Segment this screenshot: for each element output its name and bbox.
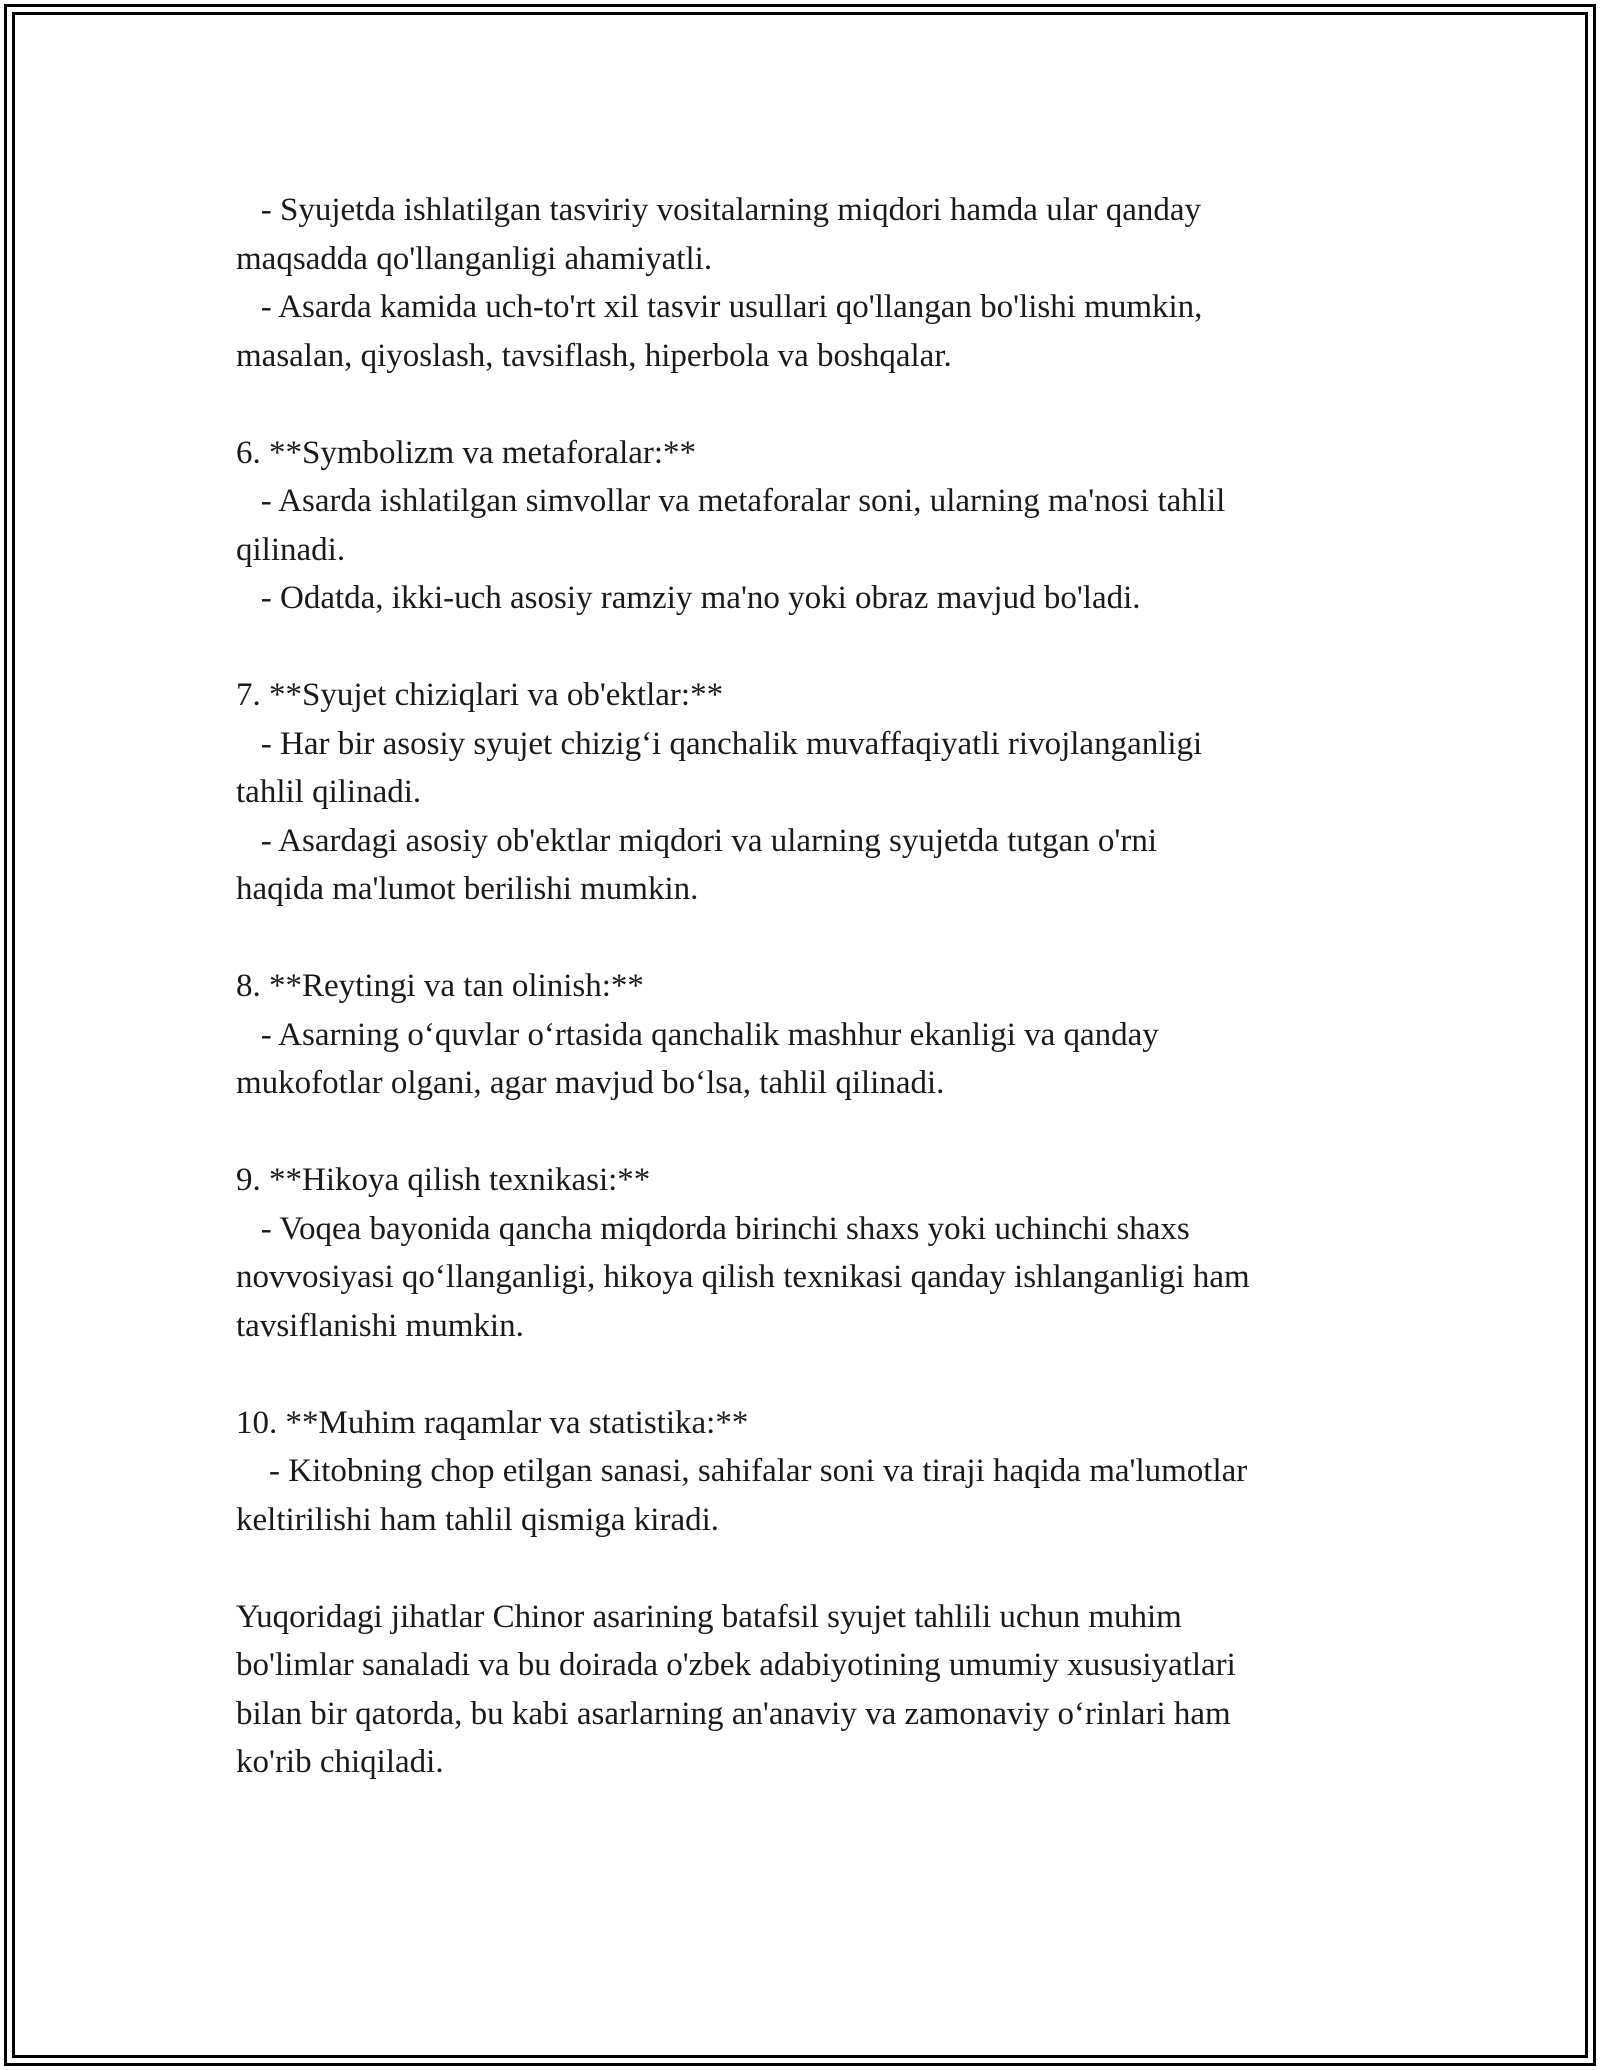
- document-body: [236, 186, 1386, 1787]
- paragraph-spacer: [236, 914, 1386, 963]
- section-heading: 7. **Syujet chiziqlari va ob'ektlar:**: [236, 677, 724, 713]
- conclusion-paragraph: [236, 1593, 1386, 1787]
- text-line: tahlil qilinadi.: [236, 774, 422, 810]
- section-7: [236, 671, 1386, 914]
- text-line: - Kitobning chop etilgan sanasi, sahifalar soni va tiraji haqida ma'lumotlar: [236, 1453, 1248, 1489]
- text-line: qilinadi.: [236, 531, 346, 568]
- section-6: [236, 429, 1386, 623]
- paragraph-spacer: [236, 1350, 1386, 1399]
- text-line: - Voqea bayonida qancha miqdorda birinchi shaxs yoki uchinchi shaxs: [236, 1210, 1190, 1247]
- section-heading: 6. **Symbolizm va metaforalar:**: [236, 434, 697, 471]
- text-line: bilan bir qatorda, bu kabi asarlarning an'anaviy va zamonaviy o‘rinlari ham: [236, 1695, 1231, 1732]
- text-line: Yuqoridagi jihatlar Chinor asarining batafsil syujet tahlili uchun muhim: [236, 1598, 1182, 1635]
- section-8: [236, 962, 1386, 1108]
- paragraph-spacer: [236, 380, 1386, 429]
- text-line: - Asarda ishlatilgan simvollar va metaforalar soni, ularning ma'nosi tahlil: [236, 483, 1226, 519]
- section-10: [236, 1399, 1386, 1545]
- text-line: haqida ma'lumot berilishi mumkin.: [236, 871, 699, 907]
- text-line: bo'limlar sanaladi va bu doirada o'zbek adabiyotining umumiy xususiyatlari: [236, 1647, 1236, 1683]
- section-heading: 8. **Reytingi va tan olinish:**: [236, 968, 644, 1004]
- text-line: keltirilishi ham tahlil qismiga kiradi.: [236, 1501, 720, 1538]
- section-9: [236, 1156, 1386, 1350]
- text-line: mukofotlar olgani, agar mavjud bo‘lsa, tahlil qilinadi.: [236, 1065, 945, 1101]
- text-line: - Asardagi asosiy ob'ektlar miqdori va ularning syujetda tutgan o'rni: [236, 822, 1158, 859]
- text-line: maqsadda qo'llanganligi ahamiyatli.: [236, 240, 713, 277]
- section-heading: 10. **Muhim raqamlar va statistika:**: [236, 1404, 749, 1441]
- text-line: tavsiflanishi mumkin.: [236, 1307, 524, 1344]
- paragraph-spacer: [236, 623, 1386, 672]
- paragraph-spacer: [236, 1544, 1386, 1593]
- text-line: masalan, qiyoslash, tavsiflash, hiperbola va boshqalar.: [236, 337, 952, 374]
- text-line: - Har bir asosiy syujet chizig‘i qanchalik muvaffaqiyatli rivojlanganligi: [236, 725, 1203, 762]
- text-line: - Asarning o‘quvlar o‘rtasida qanchalik mashhur ekanligi va qanday: [236, 1016, 1159, 1053]
- intro-block: [236, 186, 1386, 380]
- paragraph-spacer: [236, 1108, 1386, 1157]
- text-line: - Syujetda ishlatilgan tasviriy vositalarning miqdori hamda ular qanday: [236, 192, 1202, 228]
- text-line: novvosiyasi qo‘llanganligi, hikoya qilish texnikasi qanday ishlanganligi ham: [236, 1259, 1250, 1295]
- section-heading: 9. **Hikoya qilish texnikasi:**: [236, 1162, 651, 1198]
- text-line: - Asarda kamida uch-to'rt xil tasvir usullari qo'llangan bo'lishi mumkin,: [236, 289, 1203, 325]
- text-line: ko'rib chiqiladi.: [236, 1744, 444, 1780]
- text-line: - Odatda, ikki-uch asosiy ramziy ma'no yoki obraz mavjud bo'ladi.: [236, 580, 1141, 616]
